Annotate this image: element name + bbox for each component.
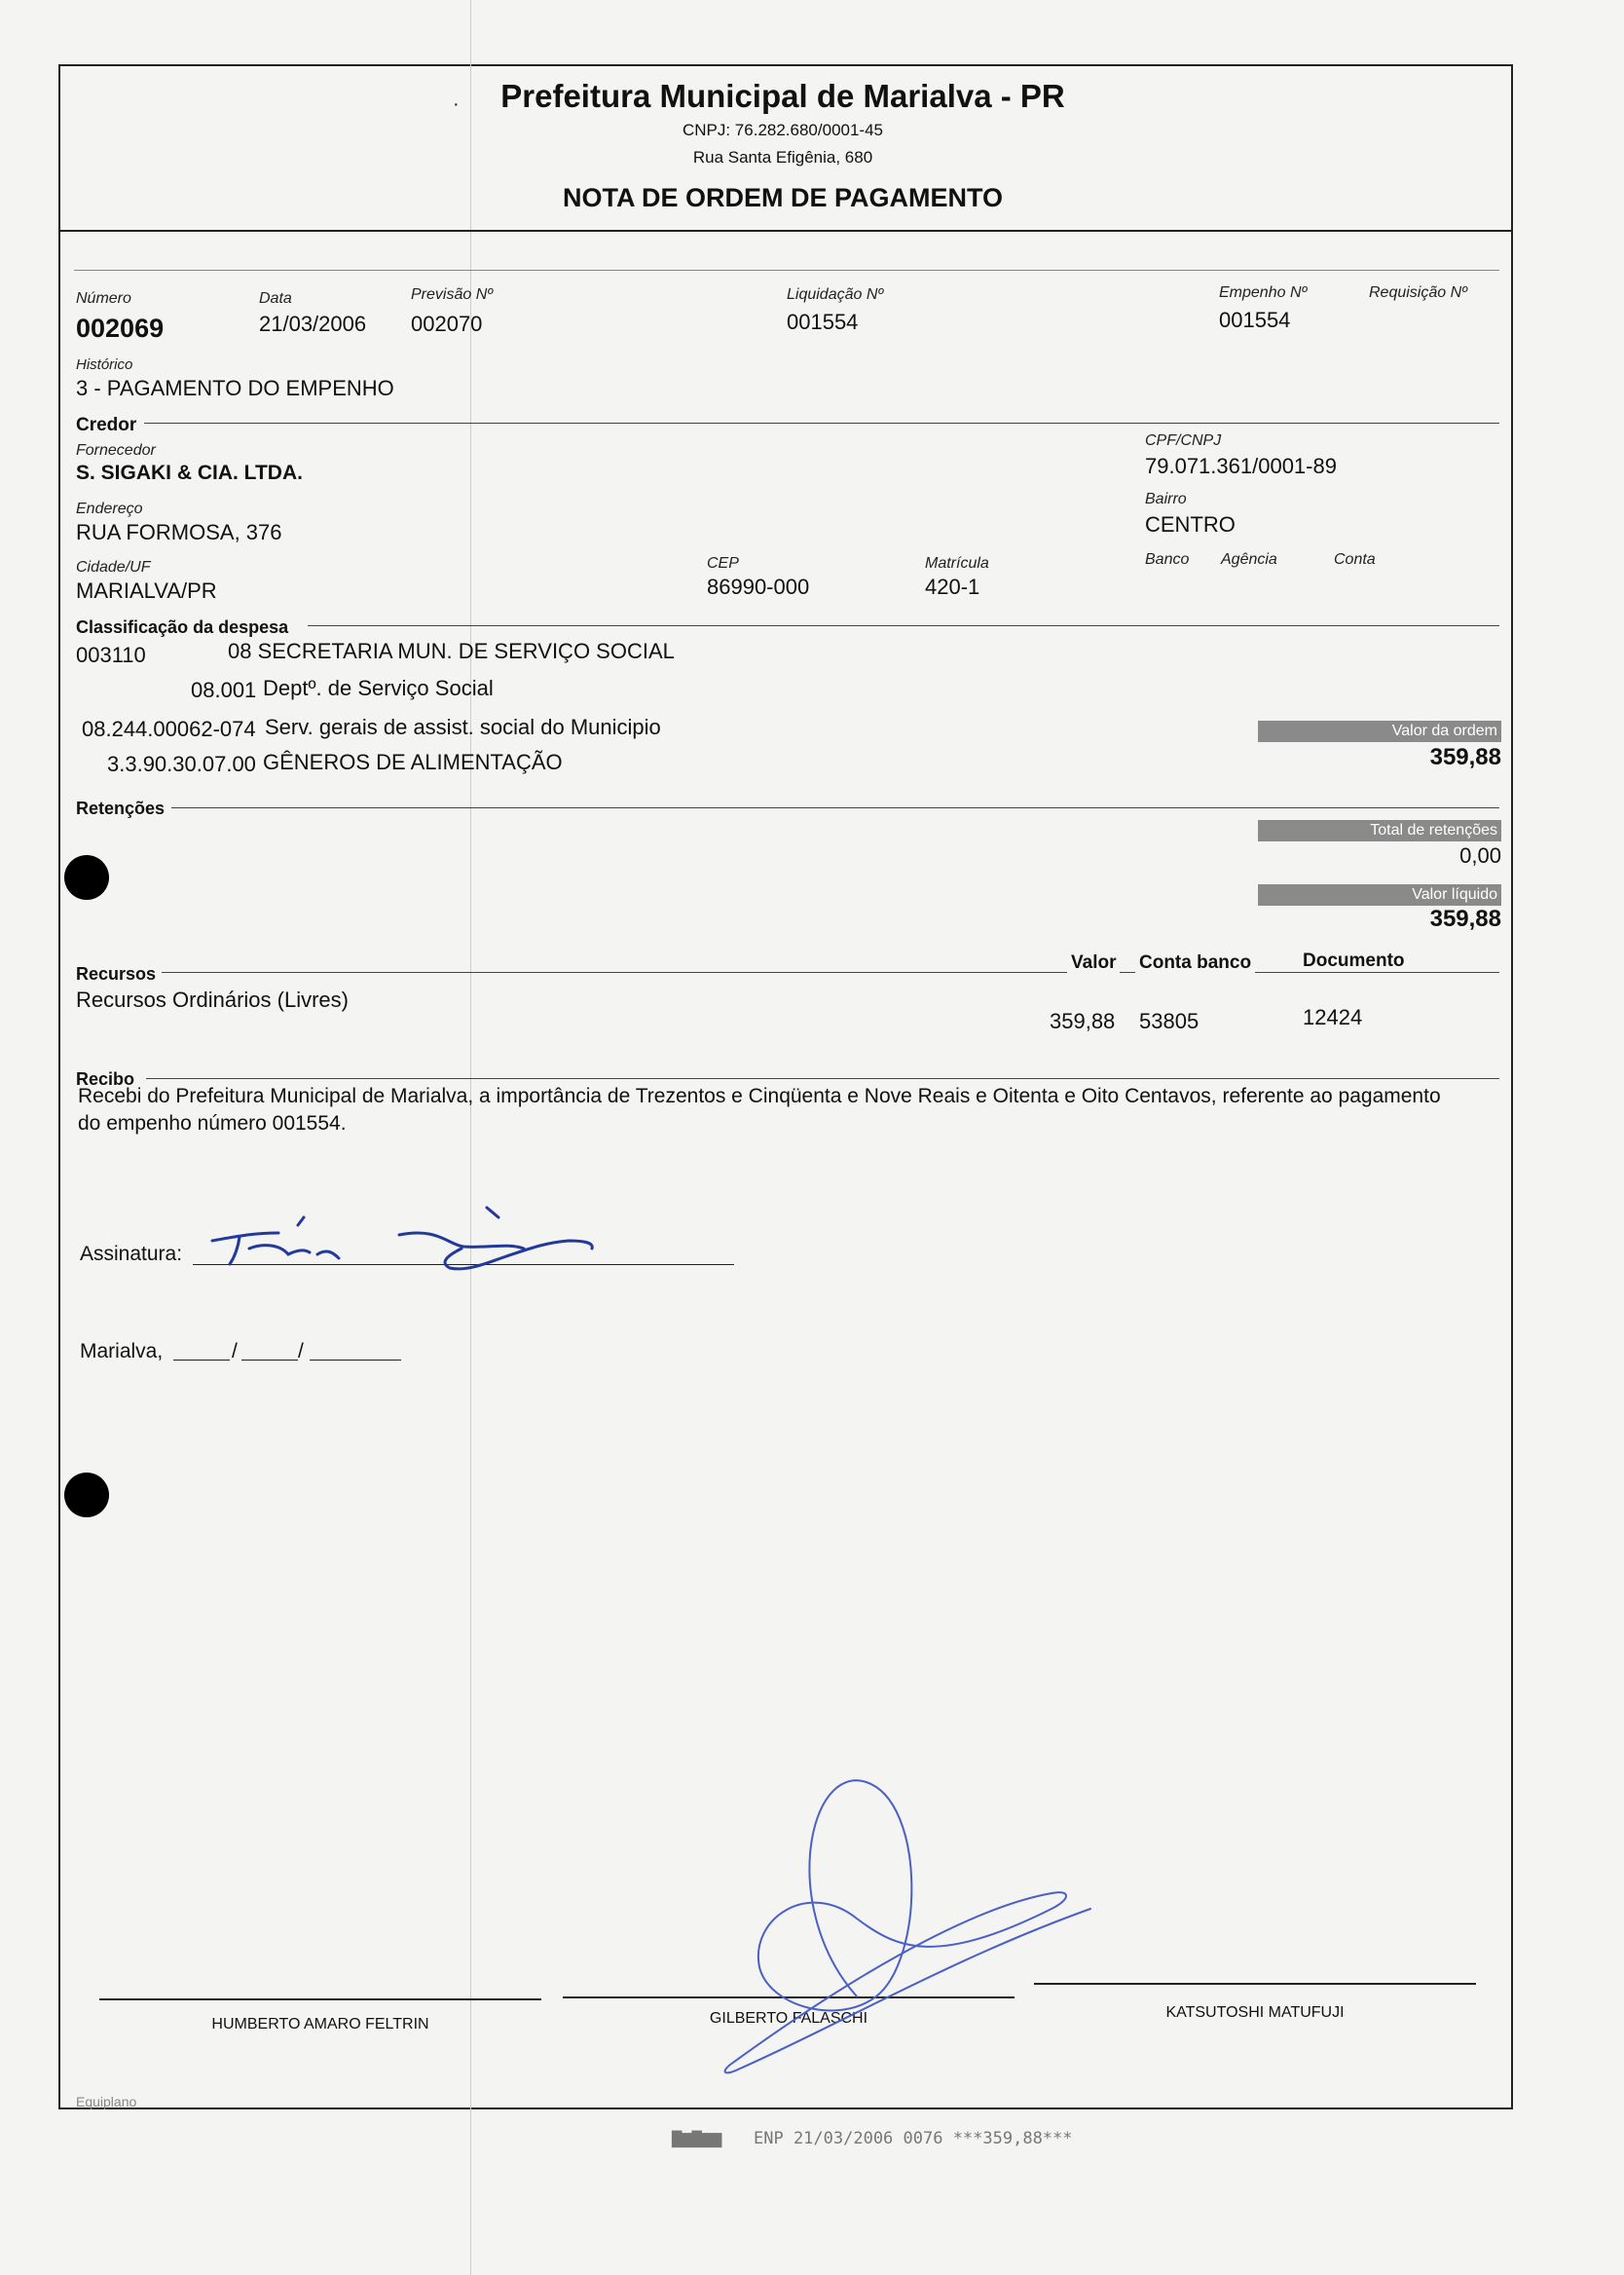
- recursos-rule: [162, 972, 1499, 973]
- valor-liquido-label: Valor líquido: [1258, 884, 1501, 906]
- total-retencoes-value: 0,00: [1459, 843, 1501, 868]
- cep-value: 86990-000: [707, 575, 810, 599]
- date-separator-2: /: [298, 1340, 304, 1362]
- endereco-value: RUA FORMOSA, 376: [76, 520, 282, 544]
- recibo-section-title: Recibo: [76, 1069, 138, 1090]
- class-desc-1: 08 SECRETARIA MUN. DE SERVIÇO SOCIAL: [228, 639, 675, 663]
- recursos-section-title: Recursos: [76, 964, 160, 985]
- valor-liquido-value: 359,88: [1429, 906, 1501, 932]
- cidade-value: MARIALVA/PR: [76, 578, 217, 603]
- punch-hole: [64, 1473, 109, 1517]
- bank-stamp: ENP 21/03/2006 0076 ***359,88***: [754, 2129, 1073, 2148]
- date-month-line: [241, 1360, 298, 1361]
- header-divider: [58, 230, 1513, 232]
- banco-label: Banco: [1145, 551, 1190, 568]
- endereco-label: Endereço: [76, 501, 143, 517]
- date-year-line: [310, 1360, 401, 1361]
- cpf-label: CPF/CNPJ: [1145, 432, 1222, 449]
- historico-label: Histórico: [76, 356, 133, 373]
- recibo-text: Recebi do Prefeitura Municipal de Marialva, a importância de Trezentos e Cinqüenta e Nove Reais e Oitenta e Oito Centavos, referente ao pagamento do empenho número 001554.: [78, 1085, 1441, 1135]
- header-cnpj: CNPJ: 76.282.680/0001-45: [682, 121, 884, 139]
- cep-label: CEP: [707, 555, 739, 572]
- credor-section-title: Credor: [76, 415, 140, 436]
- historico-value: 3 - PAGAMENTO DO EMPENHO: [76, 376, 394, 400]
- valor-ordem-value: 359,88: [1429, 744, 1501, 770]
- document-title: NOTA DE ORDEM DE PAGAMENTO: [562, 183, 1003, 212]
- fornecedor-label: Fornecedor: [76, 442, 156, 459]
- empenho-value: 001554: [1219, 308, 1291, 332]
- recursos-item: Recursos Ordinários (Livres): [76, 988, 349, 1012]
- matricula-label: Matrícula: [925, 555, 989, 572]
- total-retencoes-label: Total de retenções: [1258, 820, 1501, 841]
- numero-value: 002069: [76, 314, 165, 343]
- requisicao-label: Requisição Nº: [1369, 284, 1467, 301]
- signatory-1: HUMBERTO AMARO FELTRIN: [211, 2016, 429, 2033]
- class-desc-2: Deptº. de Serviço Social: [263, 676, 494, 700]
- recursos-valor-col: Valor: [1067, 952, 1120, 974]
- data-value: 21/03/2006: [259, 312, 367, 336]
- class-code-4: 3.3.90.30.07.00: [107, 752, 256, 776]
- signatory-signature: [643, 1772, 1110, 2094]
- header-address: Rua Santa Efigênia, 680: [692, 148, 873, 167]
- recursos-documento: 12424: [1303, 1005, 1363, 1029]
- class-code-2: 08.001: [191, 678, 257, 702]
- recibo-rule: [146, 1078, 1499, 1079]
- credor-rule: [144, 423, 1499, 424]
- class-desc-4: GÊNEROS DE ALIMENTAÇÃO: [263, 750, 563, 774]
- numero-label: Número: [76, 290, 131, 307]
- date-separator-1: /: [232, 1340, 238, 1362]
- recursos-valor: 359,88: [1050, 1009, 1116, 1033]
- cidade-label: Cidade/UF: [76, 559, 151, 576]
- retencoes-rule: [171, 807, 1499, 808]
- cpf-value: 79.071.361/0001-89: [1145, 454, 1337, 478]
- signatory-3: KATSUTOSHI MATUFUJI: [1165, 2004, 1345, 2021]
- local-label: Marialva,: [80, 1340, 164, 1362]
- bairro-label: Bairro: [1145, 491, 1187, 507]
- recursos-conta-col: Conta banco: [1135, 952, 1255, 974]
- header-mark: ·: [453, 93, 460, 115]
- recursos-documento-col: Documento: [1299, 951, 1409, 972]
- classificacao-section-title: Classificação da despesa: [76, 617, 292, 638]
- header-title: Prefeitura Municipal de Marialva - PR: [500, 78, 1065, 114]
- bairro-value: CENTRO: [1145, 512, 1236, 537]
- assinatura-label: Assinatura:: [80, 1243, 183, 1265]
- matricula-value: 420-1: [925, 575, 980, 599]
- previsao-value: 002070: [411, 312, 483, 336]
- punch-hole: [64, 855, 109, 900]
- valor-ordem-label: Valor da ordem: [1258, 721, 1501, 742]
- liquidacao-value: 001554: [787, 310, 859, 334]
- class-desc-3: Serv. gerais de assist. social do Municipio: [265, 715, 661, 739]
- software-name: Equiplano: [76, 2094, 137, 2109]
- conta-label: Conta: [1334, 551, 1376, 568]
- previsao-label: Previsão Nº: [411, 286, 494, 303]
- empenho-label: Empenho Nº: [1219, 284, 1308, 301]
- agencia-label: Agência: [1221, 551, 1277, 568]
- recipient-signature: [195, 1198, 740, 1276]
- classificacao-rule: [308, 625, 1499, 626]
- liquidacao-label: Liquidação Nº: [787, 286, 884, 303]
- info-top-rule: [74, 270, 1499, 271]
- fornecedor-value: S. SIGAKI & CIA. LTDA.: [76, 462, 303, 484]
- class-code-3: 08.244.00062-074: [82, 717, 256, 741]
- scan-fold-line: [470, 0, 471, 2275]
- recursos-conta: 53805: [1139, 1009, 1200, 1033]
- signatory-2: GILBERTO FALASCHI: [709, 2010, 868, 2027]
- retencoes-section-title: Retenções: [76, 799, 168, 819]
- signature-line-1: [99, 1998, 541, 2000]
- date-day-line: [173, 1360, 230, 1361]
- class-code-1: 003110: [76, 643, 146, 667]
- data-label: Data: [259, 290, 292, 307]
- bank-stamp-mark: ▇▆▇▆▆: [672, 2129, 722, 2148]
